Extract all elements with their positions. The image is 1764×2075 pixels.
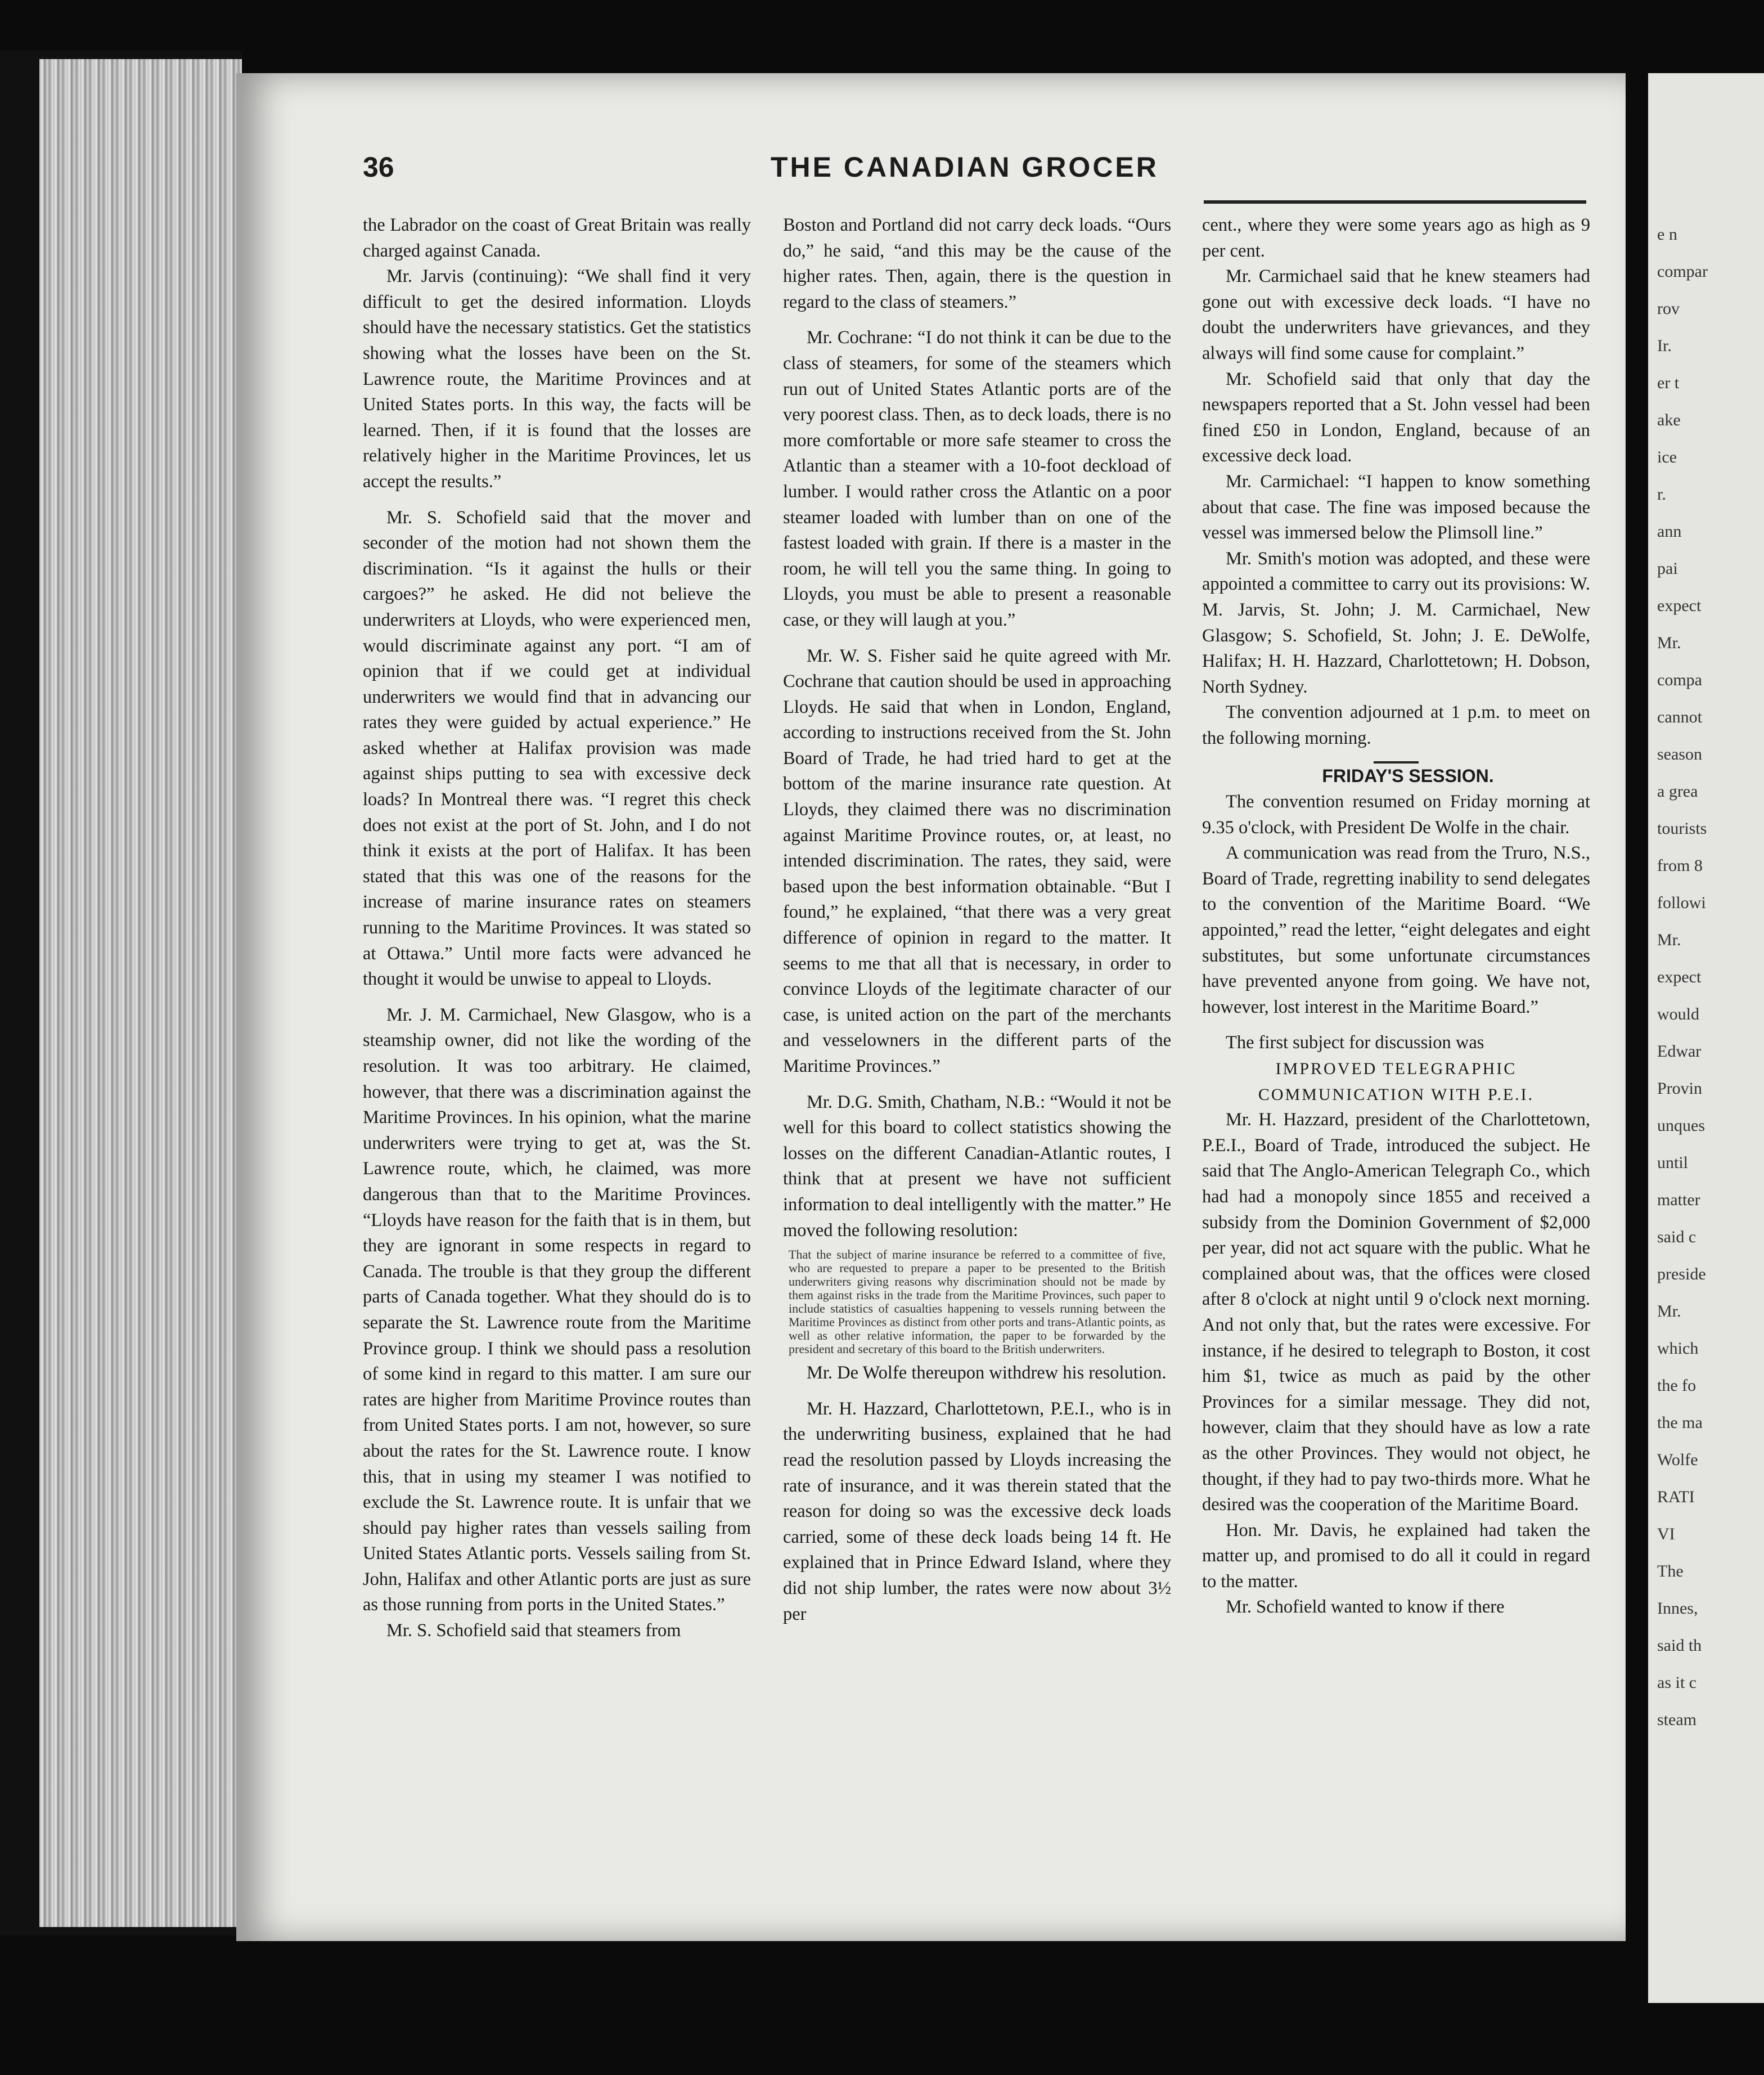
facing-page-fragment: e n [1657,225,1677,244]
paragraph: Mr. Smith's motion was adopted, and these were appointed a committee to carry out its provisions: W. M. Jarvis, St. John; J. M. Carmichael, New Glasgow; S. Schofield, St. John; J. E. DeWolfe, Halifax; H. H. Hazzard, Charlottetown; H. Dobson, North Sydney. [1202,548,1590,697]
paragraph: Hon. Mr. Davis, he explained had taken the matter up, and promised to do all it could in regard to the matter. [1202,1520,1590,1592]
facing-page-fragment: r. [1657,485,1666,504]
facing-page-fragment: a grea [1657,782,1698,801]
facing-page-fragment: compa [1657,671,1702,689]
paragraph: Mr. S. Schofield said that steamers from [386,1620,681,1641]
facing-page [1648,73,1764,2003]
facing-page-fragment: RATI [1657,1488,1695,1506]
paragraph: Mr. W. S. Fisher said he quite agreed with Mr. Cochrane that caution should be used in approaching Lloyds. He said that when in London, England, according to instructions received from the St. John Board of Trade, he had tried hard to get at the bottom of the marine insurance rate question. At Lloyds, they claimed there was no discrimination against Maritime Province routes, or, at least, no intended discrimination. The rates, they said, were based upon the best information obtainable. “But I found,” he explained, “that there was a very great difference of opinion in regard to the matter. It seems to me that all that is necessary, in order to convince Lloyds of the legitimate character of our case, is united action on the part of the merchants and vesselowners in the different parts of the Maritime Provinces.” [783,645,1171,1076]
facing-page-fragment: VI [1657,1525,1675,1543]
facing-page-fragment: steam [1657,1710,1696,1729]
facing-page-fragment: unques [1657,1116,1705,1135]
facing-page-fragment: compar [1657,262,1708,281]
section-heading: FRIDAY'S SESSION. [1322,766,1494,787]
paragraph: Mr. S. Schofield said that the mover and seconder of the motion had not shown them the discrimination. “Is it against the hulls or their cargoes?” he asked. He did not believe the underwriters at Lloyds, who were experienced men, would discriminate against any port. “I am of opinion that if we could get at individual underwriters we would find that in advancing our rates they were guided by actual experience.” He asked whether at Halifax provision was made against ships putting to sea with excessive deck loads? In Montreal there was. “I regret this check does not exist at the port of St. John, and I do not think it exists at the port of Halifax. It has been stated that this was one of the reasons for the increase of marine insurance rates on steamers running to the Maritime Provinces. It was stated so at Ottawa.” Until more facts were advanced he thought it would be unwise to appeal to Lloyds. [363,507,751,990]
facing-page-fragment: said c [1657,1228,1696,1246]
paragraph: Mr. Carmichael said that he knew steamers had gone out with excessive deck loads. “I have no doubt the underwriters have grievances, and they always will find some cause for complaint.” [1202,266,1590,363]
masthead: THE CANADIAN GROCER [771,151,1159,183]
paragraph: cent., where they were some years ago as high as 9 per cent. [1202,215,1590,261]
facing-page-fragment: as it c [1657,1673,1696,1692]
facing-page-fragment: Ir. [1657,336,1672,355]
paragraph: Mr. Schofield wanted to know if there [1226,1597,1505,1618]
paragraph: Mr. J. M. Carmichael, New Glasgow, who is a steamship owner, did not like the wording of the resolution. It was too arbitrary. He claimed, however, that there was a discrimination against the Maritime Provinces. In his opinion, what the marine underwriters were trying to get at, was the St. Lawrence route, which, he claimed, was more dangerous than that to the Maritime Provinces. “Lloyds have reason for the faith that is in them, but they are ignorant in some respects in regard to Canada. The trouble is that they group the different parts of Canada together. What they should do is to separate the St. Lawrence route from the Maritime Province group. I think we should pass a resolution of some kind in regard to this matter. I am sure our rates are higher from Maritime Province routes than from United States ports. I am not, however, so sure about the rates for the St. Lawrence route. I know this, that in using my steamer I was notified to exclude the St. Lawrence route. It is unfair that we should pay higher rates than vessels sailing from United States Atlantic ports. Vessels sailing from St. John, Halifax and other Atlantic ports are just as sure as those running from ports in the United States.” [363,1004,751,1615]
page-number: 36 [363,151,394,183]
column-3 [1202,213,1590,1889]
facing-page-fragment: which [1657,1339,1699,1358]
facing-page-fragment: Wolfe [1657,1450,1698,1469]
paragraph: A communication was read from the Truro, N.S., Board of Trade, regretting inability to send delegates to the convention of the Maritime Board. “We appointed,” read the letter, “eight delegates and eight substitutes, but some unfortunate circumstances have prevented anyone from going. We have not, however, lost interest in the Maritime Board.” [1202,843,1590,1017]
header-rule [1204,200,1586,204]
paragraph: the Labrador on the coast of Great Britain was really charged against Canada. [363,215,751,261]
page-stack-edge [39,59,242,1927]
facing-page-fragment: the ma [1657,1413,1703,1432]
column-1 [363,213,751,1889]
facing-page-fragment: Mr. [1657,931,1681,949]
facing-page-fragment: Mr. [1657,1302,1681,1321]
facing-page-fragment: would [1657,1005,1699,1023]
facing-page-fragment: Mr. [1657,634,1681,652]
facing-page-fragment: er t [1657,374,1680,392]
facing-page-fragment: cannot [1657,708,1702,726]
paragraph: Mr. Jarvis (continuing): “We shall find it very difficult to get the desired information. Lloyds should have the necessary statistics. Get the statistics showing what the losses have been on the St. Lawrence route, the Maritime Provinces and at United States ports. In this way, the facts will be learned. Then, if it is found that the losses are relatively higher in the Maritime Provinces, let us accept the results.” [363,266,751,492]
facing-page-fragment: ann [1657,522,1682,541]
facing-page-fragment: expect [1657,968,1702,986]
paragraph: Mr. Cochrane: “I do not think it can be due to the class of steamers, for some of the steamers which run out of United States Atlantic ports are of the very poorest class. Then, as to deck loads, there is no more comfortable or more safe steamer to cross the Atlantic than a steamer with a 10-foot deckload of lumber. I would rather cross the Atlantic on a poor steamer loaded with lumber than on one of the fastest loaded with grain. If there is a master in the room, he will tell you the same thing. In going to Lloyds, you must be able to present a reasonable case, or they will laugh at you.” [783,327,1171,630]
facing-page-fragment: season [1657,745,1702,763]
facing-page-fragment: Innes, [1657,1599,1698,1618]
facing-page-fragment: preside [1657,1265,1706,1283]
paragraph: Mr. D.G. Smith, Chatham, N.B.: “Would it not be well for this board to collect statistics showing the losses on the different Canadian-Atlantic routes, I think that at present we have not sufficient information to deal intelligently with the matter.” He moved the following resolution: [783,1092,1171,1241]
facing-page-fragment: ice [1657,448,1677,466]
facing-page-fragment: ake [1657,411,1681,429]
facing-page-fragment: rov [1657,299,1680,318]
facing-page-fragment: from 8 [1657,856,1703,875]
paragraph: Mr. Schofield said that only that day the newspapers reported that a St. John vessel had been fined £50 in London, England, because of an excessive deck load. [1202,369,1590,466]
facing-page-fragment: expect [1657,596,1702,615]
facing-page-fragment: the fo [1657,1376,1696,1395]
facing-page-fragment: The [1657,1562,1684,1580]
paragraph: Mr. Carmichael: “I happen to know something about that case. The fine was imposed because the vessel was immersed below the Plimsoll line.” [1202,471,1590,544]
column-2 [783,213,1171,1889]
paragraph: The first subject for discussion was [1226,1032,1484,1053]
paragraph: Mr. De Wolfe thereupon withdrew his resolution. [807,1363,1167,1384]
facing-page-fragment: tourists [1657,819,1707,838]
facing-page-fragment: Provin [1657,1079,1703,1098]
subheading: IMPROVED TELEGRAPHIC COMMUNICATION WITH P.E.I. [1258,1059,1534,1104]
paragraph: Mr. H. Hazzard, president of the Charlottetown, P.E.I., Board of Trade, introduced the subject. He said that The Anglo-American Telegraph Co., which had had a monopoly since 1855 and received a subsidy from the Dominion Government of $2,000 per year, did not act square with the public. What he complained about was, that the offices were closed after 8 o'clock at night until 9 o'clock next morning. And not only that, but the rates were excessive. For instance, if he desired to telegraph to Boston, it cost him $1, twice as much as paid by the other Provinces for a similar message. They did not, however, claim that they should have as low a rate as the other Provinces. They would not object, he thought, if they had to pay two-thirds more. What he desired was the cooperation of the Maritime Board. [1202,1110,1590,1515]
facing-page-fragment: followi [1657,893,1706,912]
facing-page-fragment: matter [1657,1191,1700,1209]
facing-page-fragment: until [1657,1153,1689,1172]
resolution-text: That the subject of marine insurance be referred to a committee of five, who are requested to prepare a paper to be presented to the British underwriters giving reasons why discrimination should not be made by them against risks in the trade from the Maritime Provinces, such paper to include statistics of casualties happening to vessels running between the Maritime Provinces as distinct from other ports and trans-Atlantic points, as well as other relative information, the paper to be forwarded by the president and secretary of this board to the British underwriters. [789,1247,1166,1357]
paragraph: The convention adjourned at 1 p.m. to meet on the following morning. [1202,702,1590,748]
paragraph: Mr. H. Hazzard, Charlottetown, P.E.I., who is in the underwriting business, explained that he had read the resolution passed by Lloyds increasing the rate of insurance, and it was therein stated that the reason for doing so was the excessive deck loads carried, some of these deck loads being 14 ft. He explained that in Prince Edward Island, where they did not ship lumber, the rates were now about 3½ per [783,1398,1171,1624]
paragraph: The convention resumed on Friday morning at 9.35 o'clock, with President De Wolfe in the chair. [1202,792,1590,838]
paragraph: Boston and Portland did not carry deck loads. “Ours do,” he said, “and this may be the cause of the higher rates. Then, again, there is the question in regard to the class of steamers.” [783,215,1171,312]
facing-page-fragment: said th [1657,1636,1702,1655]
facing-page-fragment: Edwar [1657,1042,1702,1061]
facing-page-fragment: pai [1657,559,1678,578]
